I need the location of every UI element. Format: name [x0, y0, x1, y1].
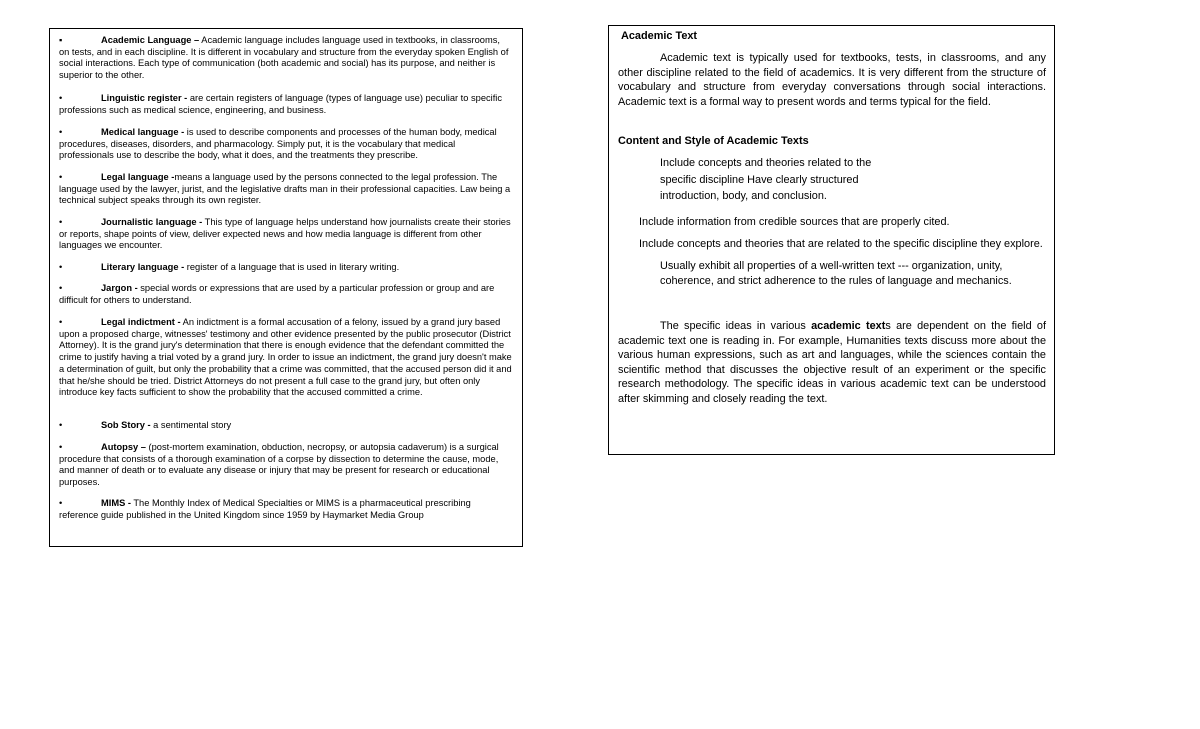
item-concepts-theories: Include concepts and theories that are related to the specific discipline they explore. [639, 238, 1043, 250]
entry-linguistic-register [59, 93, 512, 116]
term: Journalistic language - [101, 217, 203, 227]
definition: are certain registers of language (types of language use) peculiar to specific professions such as medical science, engineering, and business. [59, 93, 503, 115]
definition: a sentimental story [150, 420, 232, 430]
definition: This type of language helps understand how journalists create their stories or reports, shape points of view, deliver expected news and how media language is different from other languages we encounter. [59, 217, 511, 251]
bullet: • [59, 217, 63, 227]
entry-legal-indictment [59, 317, 512, 399]
term: Medical language - [101, 127, 185, 137]
closing-text-1: The specific ideas in various [660, 320, 812, 332]
bullet: • [59, 93, 63, 103]
term: Academic Language – [101, 35, 200, 45]
academic-text-intro [618, 51, 1046, 109]
entry-sob-story [59, 420, 512, 432]
intro-text: Academic text is typically used for textbooks, tests, in classrooms, and any other discipline related to the field of academics. It is very different from the structure of vocabulary and structure from everyday conversations through social interactions. Academic text is a formal way to present words and terms typical for the field. [618, 52, 1046, 108]
definition: An indictment is a formal accusation of a felony, issued by a grand jury based upon a proposed charge, witnesses' testimony and other evidence presented by the public prosecutor (District Attorney). It is the grand jury's determination that there is enough evidence that the defendant committed the crime to justify having a trial voted by a grand jury. In order to issue an indictment, the grand jury doesn't make a determination of guilt, but only the probability that a crime was committed, that the accused person did it and that he/she should be tried. District Attorneys do not present a full case to the grand jury, but often only introduce key facts sufficient to show the probability that the accused committed a crime. [59, 317, 512, 398]
entry-jargon [59, 283, 512, 306]
closing-bold: academic text [811, 320, 886, 332]
term: Linguistic register - [101, 93, 188, 103]
bullet: • [59, 127, 63, 137]
item-exhibit-properties: Usually exhibit all properties of a well-written text --- organization, unity, coherence, and strict adherence to the rules of language and mechanics. [660, 260, 1012, 287]
list-line-3: introduction, body, and conclusion. [660, 190, 827, 202]
closing-text-2: s are dependent on the field of academic text one is reading in. For example, Humanities texts discuss more about the various human expressions, such as art and languages, while the sciences contain the scientific method that discusses the objective result of an experiment or the specific research methodology. The specific ideas in various academic text can be understood after skimming and closely reading the text. [618, 320, 1046, 405]
definition: Academic language includes language used in textbooks, in classrooms, on tests, and in each discipline. It is different in vocabulary and structure from the everyday spoken English of social interactions. Each type of communication (both academic and social) has its purpose, and neither is superior to the other. [59, 35, 509, 81]
terms-box [49, 28, 523, 547]
definition: register of a language that is used in literary writing. [184, 262, 400, 272]
entry-legal-language [59, 172, 512, 207]
entry-academic-language [59, 35, 512, 82]
bullet: ▪ [59, 35, 63, 45]
definition: special words or expressions that are used by a particular profession or group and are difficult for others to understand. [59, 283, 495, 305]
entry-autopsy [59, 442, 512, 489]
bullet: • [59, 498, 63, 508]
closing-paragraph [618, 319, 1046, 407]
entry-mims [59, 498, 512, 521]
entry-literary-language [59, 262, 512, 274]
bullet: • [59, 317, 63, 327]
definition: (post-mortem examination, obduction, necropsy, or autopsia cadaverum) is a surgical procedure that consists of a thorough examination of a corpse by dissection to determine the cause, mode, and manner of death or to evaluate any disease or injury that may be present for research or educational purposes. [59, 442, 499, 488]
term: MIMS - [101, 498, 131, 508]
academic-text-box [608, 25, 1055, 455]
item-credible-sources: Include information from credible sources that are properly cited. [639, 216, 950, 228]
term: Legal indictment - [101, 317, 181, 327]
term: Legal language - [101, 172, 175, 182]
bullet: • [59, 420, 63, 430]
academic-text-title: Academic Text [621, 30, 698, 42]
bullet: • [59, 283, 63, 293]
bullet: • [59, 442, 63, 452]
definition: means a language used by the persons connected to the legal profession. The language used by the lawyer, jurist, and the legislative drafts man in their professional capacities. Law being a technical subject speaks through its own register. [59, 172, 511, 206]
bullet: • [59, 262, 63, 272]
entry-journalistic-language [59, 217, 512, 252]
term: Sob Story - [101, 420, 151, 430]
definition: The Monthly Index of Medical Specialties or MIMS is a pharmaceutical prescribing reference guide published in the United Kingdom since 1959 by Haymarket Media Group [59, 498, 471, 520]
list-line-1: Include concepts and theories related to the [660, 157, 872, 169]
bullet: • [59, 172, 63, 182]
section-heading: Content and Style of Academic Texts [618, 135, 809, 147]
term: Jargon - [101, 283, 138, 293]
entry-medical-language [59, 127, 512, 162]
definition: is used to describe components and processes of the human body, medical procedures, diseases, disorders, and pharmacology. Simply put, it is the vocabulary that medical professionals use to describe the body, what it does, and the treatments they prescribe. [59, 127, 497, 161]
list-line-2: specific discipline Have clearly structured [660, 174, 859, 186]
term: Autopsy – [101, 442, 146, 452]
term: Literary language - [101, 262, 185, 272]
